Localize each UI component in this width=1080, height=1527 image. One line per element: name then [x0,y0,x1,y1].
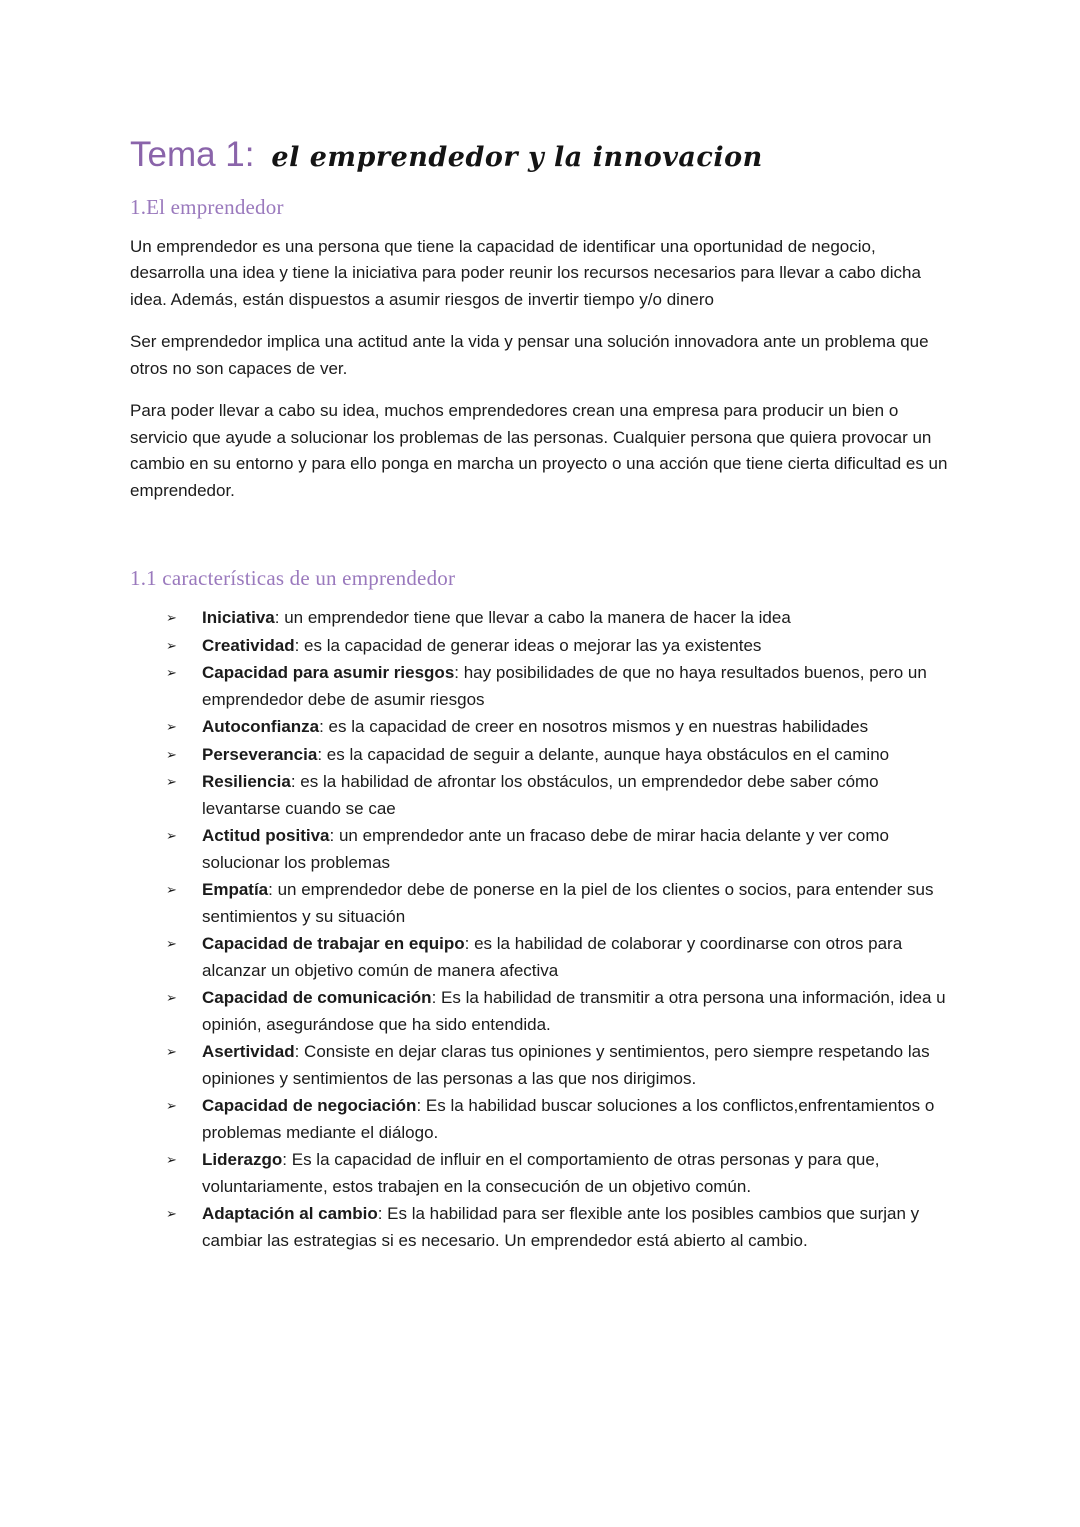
arrow-bullet-icon: ➢ [166,720,177,736]
arrow-bullet-icon: ➢ [166,1099,177,1115]
list-item-comunicacion [166,985,952,1038]
list-item-body [202,633,952,660]
arrow-bullet-icon: ➢ [166,638,177,654]
list-text: : Es la habilidad buscar soluciones a los conflictos,enfrentamientos o problemas mediante el diálogo. [202,1096,935,1142]
list-item-body [202,877,952,930]
list-item-asertividad [166,1039,952,1092]
title-script: el emprendedor y la innovacion [271,142,763,173]
list-item-body [202,1039,952,1092]
characteristics-list [130,605,952,1254]
title-prefix: Tema 1: [130,135,255,174]
paragraph-1: Un emprendedor es una persona que tiene la capacidad de identificar una oportunidad de negocio, desarrolla una idea y tiene la iniciativa para poder reunir los recursos necesarios para llevar a cabo dicha idea. Además, están dispuestos a asumir riesgos de invertir tiempo y/o dinero [130,236,921,309]
list-item-body [202,823,952,876]
list-term: Resiliencia [202,772,291,792]
paragraph-3: Para poder llevar a cabo su idea, muchos emprendedores crean una empresa para producir un bien o servicio que ayude a solucionar los problemas de las personas. Cualquier persona que quiera provocar un cambio en su entorno y para ello ponga en marcha un proyecto o una acción que tiene cierta dificultad es un emprendedor. [130,401,948,500]
list-text: : un emprendedor ante un fracaso debe de mirar hacia delante y ver como solucionar los problemas [202,826,889,872]
arrow-bullet-icon: ➢ [166,829,177,845]
arrow-bullet-icon: ➢ [166,666,177,682]
list-term: Capacidad de comunicación [202,988,432,1008]
arrow-bullet-icon: ➢ [166,1045,177,1061]
list-text: : es la habilidad de colaborar y coordinarse con otros para alcanzar un objetivo común de manera afectiva [202,934,903,980]
list-item-capacidad-riesgos [166,660,952,713]
page-title [130,136,952,175]
list-text: : es la capacidad de seguir a delante, aunque haya obstáculos en el camino [317,744,890,764]
list-text: : Consiste en dejar claras tus opiniones y sentimientos, pero siempre respetando las opiniones y sentimientos de las personas a las que nos dirigimos. [202,1042,930,1088]
list-item-negociacion [166,1093,952,1146]
arrow-bullet-icon: ➢ [166,937,177,953]
list-term: Capacidad para asumir riesgos [202,663,455,683]
list-item-liderazgo [166,1147,952,1200]
list-item-body [202,605,952,632]
list-item-perseverancia [166,742,952,769]
list-term: Asertividad [202,1042,295,1062]
list-text: : Es la habilidad de transmitir a otra persona una información, idea u opinión, asegurándose que ha sido entendida. [202,988,946,1034]
section-heading-el-emprendedor: 1.El emprendedor [130,194,284,219]
list-item-body [202,1201,952,1254]
list-item-actitud-positiva [166,823,952,876]
list-text: : un emprendedor debe de ponerse en la piel de los clientes o socios, para entender sus sentimientos y su situación [202,880,934,926]
list-item-resiliencia [166,769,952,822]
list-item-body [202,769,952,822]
arrow-bullet-icon: ➢ [166,775,177,791]
list-term: Capacidad de negociación [202,1096,417,1116]
list-item-body [202,931,952,984]
list-term: Liderazgo [202,1150,283,1170]
list-item-body [202,1147,952,1200]
list-term: Autoconfianza [202,717,320,737]
list-item-body [202,660,952,713]
arrow-bullet-icon: ➢ [166,883,177,899]
list-item-body [202,714,952,741]
list-item-body [202,742,952,769]
list-term: Capacidad de trabajar en equipo [202,934,465,954]
list-item-creatividad [166,633,952,660]
arrow-bullet-icon: ➢ [166,1153,177,1169]
list-text: : es la capacidad de creer en nosotros mismos y en nuestras habilidades [319,717,869,737]
list-item-iniciativa [166,605,952,632]
list-term: Empatía [202,880,269,900]
list-term: Adaptación al cambio [202,1204,378,1224]
arrow-bullet-icon: ➢ [166,747,177,763]
list-item-autoconfianza [166,714,952,741]
list-text: : Es la capacidad de influir en el comportamiento de otras personas y para que, voluntariamente, estos trabajen en la consecución de un objetivo común. [202,1150,880,1196]
list-text: : un emprendedor tiene que llevar a cabo la manera de hacer la idea [274,608,791,628]
arrow-bullet-icon: ➢ [166,1207,177,1223]
list-text: : hay posibilidades de que no haya resultados buenos, pero un emprendedor debe de asumir riesgos [202,663,927,709]
list-item-trabajo-en-equipo [166,931,952,984]
paragraph-2: Ser emprendedor implica una actitud ante la vida y pensar una solución innovadora ante un problema que otros no son capaces de ver. [130,332,929,378]
list-term: Iniciativa [202,608,275,628]
list-item-body [202,1093,952,1146]
list-term: Actitud positiva [202,826,330,846]
list-text: : Es la habilidad para ser flexible ante los posibles cambios que surjan y cambiar las estrategias si es necesario. Un emprendedor está abierto al cambio. [202,1204,920,1250]
list-term: Perseverancia [202,744,318,764]
arrow-bullet-icon: ➢ [166,991,177,1007]
arrow-bullet-icon: ➢ [166,611,177,627]
list-term: Creatividad [202,635,295,655]
list-text: : es la habilidad de afrontar los obstáculos, un emprendedor debe saber cómo levantarse cuando se cae [202,772,879,818]
list-item-adaptacion-al-cambio [166,1201,952,1254]
list-text: : es la capacidad de generar ideas o mejorar las ya existentes [294,635,762,655]
list-item-body [202,985,952,1038]
list-item-empatia [166,877,952,930]
section-heading-caracteristicas: 1.1 características de un emprendedor [130,566,456,591]
